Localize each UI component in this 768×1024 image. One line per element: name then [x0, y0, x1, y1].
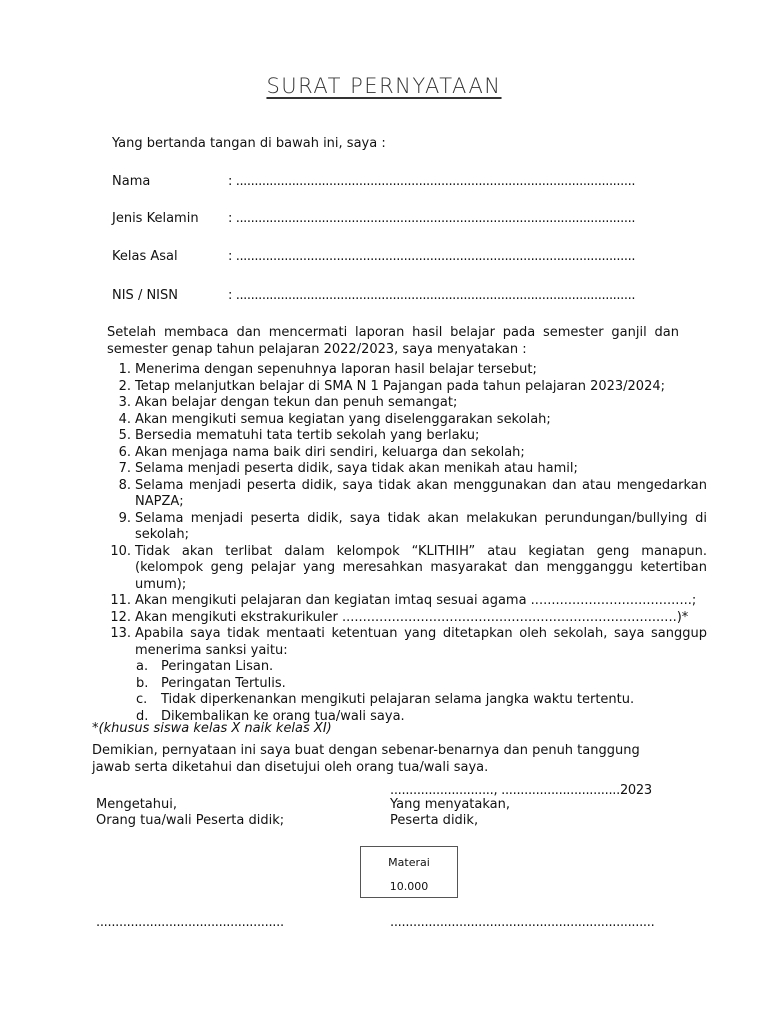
list-item: 10. Tidak akan terlibat dalam kelompok “KLITHIH” atau kegiatan geng manapun. (kelompok geng pelajar yang meresahkan masyarakat dan mengganggu ketertiban umum);: [110, 543, 707, 592]
left-signer-line2: Orang tua/wali Peserta didik;: [96, 813, 285, 828]
field-label-kelas-asal: Kelas Asal: [112, 249, 178, 264]
list-item: 5. Bersedia mematuhi tata tertib sekolah yang berlaku;: [118, 428, 480, 443]
field-value-nama[interactable]: : ...........................................................................................................: [228, 174, 636, 189]
field-label-nama: Nama: [112, 174, 151, 189]
sanction-list: [135, 659, 707, 725]
field-value-kelas-asal[interactable]: : ...........................................................................................................: [228, 249, 636, 264]
place-date[interactable]: ..........................., ...............................2023: [390, 783, 652, 798]
field-value-nis-nisn[interactable]: : ...........................................................................................................: [228, 288, 636, 303]
list-item: 1. Menerima dengan sepenuhnya laporan hasil belajar tersebut;: [118, 362, 537, 377]
sanction-item: a. Peringatan Lisan.: [136, 659, 274, 674]
list-item: 11. Akan mengikuti pelajaran dan kegiatan imtaq sesuai agama .......................................;: [110, 593, 697, 608]
footnote: *(khusus siswa kelas X naik kelas XI): [92, 721, 332, 736]
list-item: 4. Akan mengikuti semua kegiatan yang diselenggarakan sekolah;: [118, 411, 551, 427]
left-signer-line1: Mengetahui,: [96, 797, 177, 812]
list-item: 9. Selama menjadi peserta didik, saya tidak akan melakukan perundungan/bullying di sekolah;: [118, 510, 707, 542]
field-label-nis-nisn: NIS / NISN: [112, 288, 178, 303]
materai-value: 10.000: [389, 880, 429, 893]
materai-label: Materai: [388, 856, 430, 869]
left-signature-line[interactable]: .................................................: [96, 915, 284, 930]
statement-list: [107, 362, 707, 725]
sanction-item: b. Peringatan Tertulis.: [136, 675, 286, 691]
right-signature-line[interactable]: .....................................................................: [390, 915, 655, 930]
field-label-jenis-kelamin: Jenis Kelamin: [112, 211, 199, 226]
list-item: 12. Akan mengikuti ekstrakurikuler .................................................................................)*: [110, 609, 689, 625]
right-signer-line2: Peserta didik,: [390, 813, 479, 828]
list-item: 13. Apabila saya tidak mentaati ketentuan yang ditetapkan oleh sekolah, saya sanggup menerima sanksi yaitu: a. Peringatan Lisan. b. Peringatan Tertulis. c. Tidak diperkenankan mengikuti pelajaran selama jangka waktu tertentu. d. Dikembalikan ke orang tua/wali saya.: [110, 626, 707, 724]
list-item: 6. Akan menjaga nama baik diri sendiri, keluarga dan sekolah;: [118, 444, 525, 460]
statement-lead: Setelah membaca dan mencermati laporan hasil belajar pada semester ganjil dan semester genap tahun pelajaran 2022/2023, saya menyatakan :: [107, 325, 679, 357]
list-item: 7. Selama menjadi peserta didik, saya tidak akan menikah atau hamil;: [118, 461, 578, 476]
list-item: 8. Selama menjadi peserta didik, saya tidak akan menggunakan dan atau mengedarkan NAPZA;: [118, 477, 707, 509]
closing-paragraph: Demikian, pernyataan ini saya buat dengan sebenar-benarnya dan penuh tanggung jawab serta diketahui dan disetujui oleh orang tua/wali saya.: [92, 743, 640, 775]
intro-text: Yang bertanda tangan di bawah ini, saya :: [112, 136, 386, 151]
document-title: SURAT PERNYATAAN: [266, 74, 502, 98]
list-item: 3. Akan belajar dengan tekun dan penuh semangat;: [118, 395, 458, 410]
list-item: 2. Tetap melanjutkan belajar di SMA N 1 Pajangan pada tahun pelajaran 2023/2024;: [118, 378, 666, 394]
field-value-jenis-kelamin[interactable]: : ...........................................................................................................: [228, 211, 636, 226]
materai-stamp-box: [360, 846, 458, 898]
right-signer-line1: Yang menyatakan,: [390, 797, 511, 812]
sanction-item: c. Tidak diperkenankan mengikuti pelajaran selama jangka waktu tertentu.: [136, 692, 635, 707]
sanction-item: d. Dikembalikan ke orang tua/wali saya.: [136, 708, 405, 724]
